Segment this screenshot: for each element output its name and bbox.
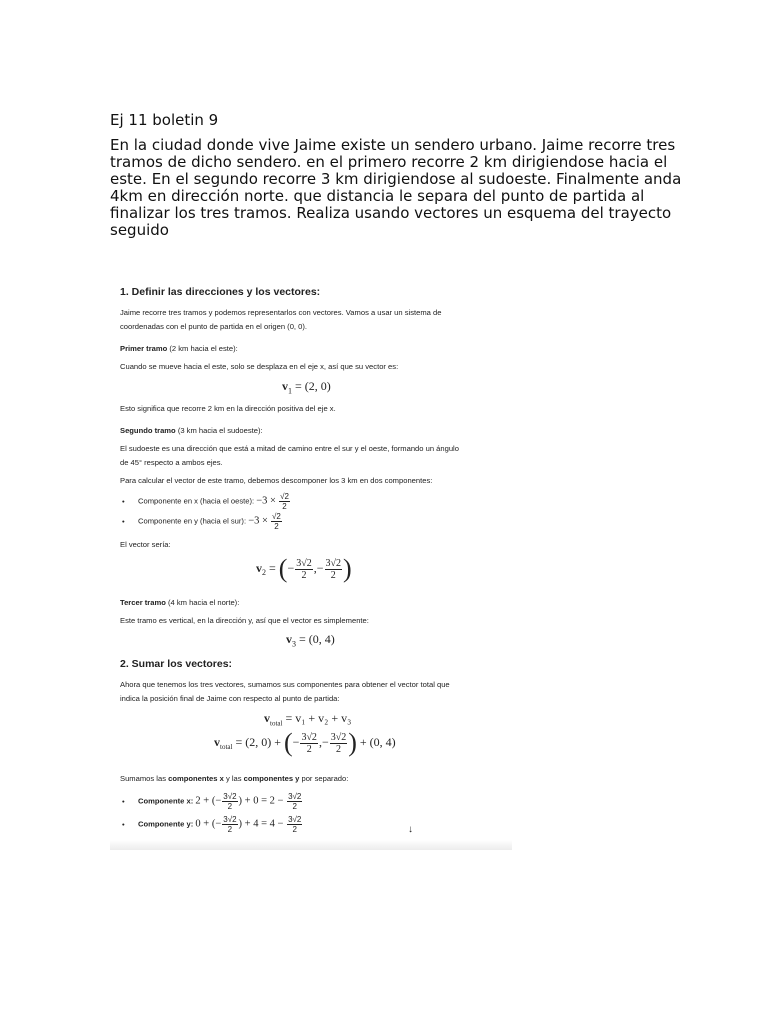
problem-line: seguido <box>110 221 169 239</box>
tramo-1-note: Esto significa que recorre 2 km en la dirección positiva del eje x. <box>120 404 336 413</box>
problem-line: En la ciudad donde vive Jaime existe un sendero urbano. Jaime recorre tres <box>110 136 676 154</box>
fraction: $\frac{3√2}{2}$ <box>296 557 312 581</box>
fraction: $\frac{3√2}{2}$ <box>288 815 302 834</box>
equation-vtotal-expanded: $v_{total} = (2$, 0) + (− $\frac{3√2}{2}$ ,− $\frac{3√2}{2}$ ) + (0, 4) <box>214 728 396 757</box>
problem-line: este. En el segundo recorre 3 km dirigiendose al sudoeste. Finalmente anda <box>110 170 682 188</box>
tramo-3-detail: (4 km hacia el norte): <box>165 598 240 607</box>
problem-line: 4km en dirección norte. que distancia le separa del punto de partida al <box>110 187 645 205</box>
fraction: $\frac{3√2}{2}$ <box>223 792 237 811</box>
bullet-sum-y: • Componente y: 0 + (− $\frac{3√2}{2}$ ) + 4 = 4 − $\frac{3√2}{2}$ <box>122 815 302 834</box>
sum-components-intro: Sumamos las componentes x y las componentes y por separado: <box>120 774 349 783</box>
fraction: $\frac{3√2}{2}$ <box>223 815 237 834</box>
tramo-2-title <box>120 426 263 435</box>
equation-vtotal-sum: $v_{total} = v_1 + v_2 + v_3$ <box>264 711 352 728</box>
vector-symbol: v <box>282 379 288 393</box>
tramo-2-label: Segundo tramo <box>120 426 176 435</box>
bullet-sum-x: • Componente x: 2 + (− $\frac{3√2}{2}$ ) + 0 = 2 − $\frac{3√2}{2}$ <box>122 792 302 811</box>
fraction: $\frac{3√2}{2}$ <box>288 792 302 811</box>
fraction: $\frac{√2}{2}$ <box>272 512 281 531</box>
bullet-icon: • <box>122 796 125 806</box>
fraction: $\frac{3√2}{2}$ <box>330 731 347 755</box>
vector-subscript: 1 <box>288 386 292 396</box>
document-title: Ej 11 boletin 9 <box>110 111 219 129</box>
tramo-1-description: Cuando se mueve hacia el este, solo se desplaza en el eje x, así que su vector es: <box>120 362 399 371</box>
tramo-2-detail: (3 km hacia el sudoeste): <box>175 426 263 435</box>
tramo-2-calc: Para calcular el vector de este tramo, debemos descomponer los 3 km en dos componentes: <box>120 476 433 485</box>
tramo-3-description: Este tramo es vertical, en la dirección y, así que el vector es simplemente: <box>120 616 369 625</box>
section-2-intro: Ahora que tenemos los tres vectores, sumamos sus componentes para obtener el vector total que <box>120 680 450 689</box>
tramo-3-title <box>120 598 239 607</box>
tramo-2-description: de 45° respecto a ambos ejes. <box>120 458 223 467</box>
tramo-3-label: Tercer tramo <box>120 598 166 607</box>
screenshot-bottom-edge <box>110 840 512 850</box>
problem-line: tramos de dicho sendero. en el primero recorre 2 km dirigiendose hacia el <box>110 153 668 171</box>
equation-rhs: = (2, 0) <box>292 379 331 393</box>
bullet-icon: • <box>122 819 125 829</box>
bullet-component-y: • Componente en y (hacia el sur): −3 × $\frac{√2}{2}$ <box>122 512 281 531</box>
section-1-heading: 1. Definir las direcciones y los vectores: <box>120 286 321 298</box>
fraction: $\frac{3√2}{2}$ <box>301 731 317 755</box>
tramo-1-label: Primer tramo <box>120 344 168 353</box>
section-1-intro: coordenadas con el punto de partida en el origen (0, 0). <box>120 322 308 331</box>
section-2-intro: indica la posición final de Jaime con respecto al punto de partida: <box>120 694 340 703</box>
equation-v2: $v_2$ = (− $\frac{3√2}{2}$ ,− $\frac{3√2}{2}$ ) <box>256 554 352 583</box>
equation-v3: $v_3 = (0$, 4) <box>286 632 335 649</box>
bullet-icon: • <box>122 516 125 526</box>
problem-line: finalizar los tres tramos. Realiza usando vectores un esquema del trayecto <box>110 204 672 222</box>
vector-intro: El vector sería: <box>120 540 171 549</box>
bullet-component-x: • Componente en x (hacia el oeste): −3 × $\frac{√2}{2}$ <box>122 492 289 511</box>
tramo-1-detail: (2 km hacia el este): <box>167 344 238 353</box>
tramo-1-title <box>120 344 238 353</box>
problem-statement <box>110 136 682 239</box>
fraction: $\frac{3√2}{2}$ <box>325 557 342 581</box>
tramo-2-description: El sudoeste es una dirección que está a mitad de camino entre el sur y el oeste, formando un ángulo <box>120 444 459 453</box>
section-1-intro: Jaime recorre tres tramos y podemos representarlos con vectores. Vamos a usar un sistema de <box>120 308 442 317</box>
scroll-down-arrow-icon[interactable]: ↓ <box>408 824 413 835</box>
embedded-solution-screenshot <box>110 278 512 852</box>
equation-v1 <box>282 379 331 395</box>
bullet-icon: • <box>122 496 125 506</box>
fraction: $\frac{√2}{2}$ <box>280 492 289 511</box>
section-2-heading: 2. Sumar los vectores: <box>120 658 233 670</box>
